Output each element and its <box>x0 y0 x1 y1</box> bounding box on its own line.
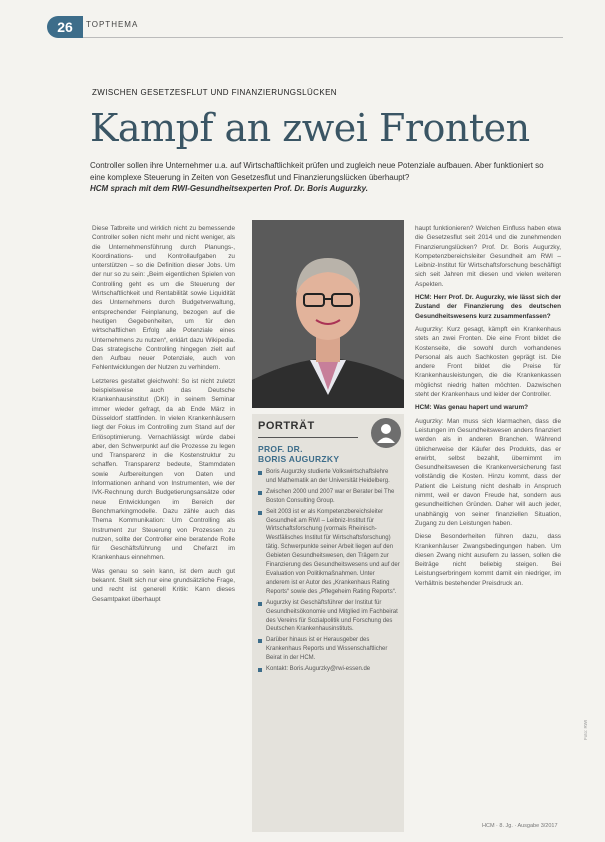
paragraph: Letzteres gestaltet gleichwohl: So ist nicht zuletzt beispielsweise auch das Deutsche Krankenhausinstitut (DKI) in seinem Seminar immer wieder gefragt, da ab Ende März in Düsseldorf stattfinden. In vielen Krankenhäusern liegt der Fokus im Controlling zum Stand auf der Erlösoptimierung. Vernachlässigt würde dabei aber, den Schwerpunkt auf die Prozesse zu legen und Transparenz in die Kostenstruktur zu schaffen. Transparenz bedeute, Stammdaten sowie Aufbereitungen von Daten und Informationen anhand von Instrumenten, wie der IVK-Rechnung durch Budgetierungsansätze oder neue Entwicklungen im Bereich der Benchmarkingmodelle. Dazu zähle auch das Thema Kommunikation: Um Controlling als Instrument zur Steuerung von Prozessen zu nutzen, sollte der Controller eine beratende Rolle für Geschäftsführung und Chefarzt im Krankenhaus einnehmen. <box>92 377 235 562</box>
lead-credit: HCM sprach mit dem RWI-Gesundheitsexperten Prof. Dr. Boris Augurzky. <box>90 184 368 193</box>
portrait-title: PORTRÄT <box>258 420 315 432</box>
article-kicker: ZWISCHEN GESETZESFLUT UND FINANZIERUNGSLÜCKEN <box>92 88 337 97</box>
portrait-name-line1: PROF. DR. <box>258 444 303 454</box>
person-icon <box>371 418 401 448</box>
list-item: Seit 2003 ist er als Kompetenzbereichsleiter Gesundheit am RWI – Leibniz-Institut für Wirtschaftsforschung (vormals Rheinisch-Westfälisches Institut für Wirtschaftsforschung) tätig. Schwerpunkte seiner Arbeit liegen auf den Gebieten Gesundheitswesen, den Trägern zur Finanzierung des Gesundheitswesens und auf der Evaluation von Politikmaßnahmen. Unter anderem ist er Autor des „Krankenhaus Rating Reports“ sowie des „Pflegeheim Rating Reports“. <box>258 508 400 597</box>
page-footer: HCM · 8. Jg. · Ausgabe 3/2017 <box>482 823 558 829</box>
page-number-badge: 26 <box>47 16 83 38</box>
portrait-photo <box>252 220 404 408</box>
interview-answer: Augurzky: Man muss sich klarmachen, dass die Leistungen im Gesundheitswesen anders finanziert werden als in anderen Branchen. Während üblicherweise der Käufer des Produkts, das er erwirbt, selbst bezahlt, übernimmt im Gesundheitswesen die Krankenversicherung fast vollständig die Kosten. Hinzu kommt, dass der Patient die Leistung nicht deshalb in Anspruch nimmt, weil er davon Freude hat, sondern aus gesundheitlichen Gründen. Daher will auch jeder, unabhängig von seiner finanziellen Situation, Zugang zu den Leistungen haben. <box>415 417 561 527</box>
interview-answer: Augurzky: Kurz gesagt, kämpft ein Krankenhaus stets an zwei Fronten. Die eine Front bildet die Kostenseite, die sowohl durch vorhandenes Personal als auch Sachkosten geprägt ist. Die andere Front bildet die Preise für Krankenhausleistungen, die die Krankenkassen möglichst niedrig halten möchten. Dazwischen steht der Krankenhaus und leider der Controller. <box>415 325 561 399</box>
photo-credit: Foto: RWI <box>583 719 588 740</box>
header-rule <box>83 37 563 38</box>
portrait-name-line2: BORIS AUGURZKY <box>258 454 340 464</box>
section-label: TOPTHEMA <box>86 20 139 29</box>
article-lead <box>90 160 560 195</box>
paragraph: Diese Tatbreite und wirklich nicht zu bemessende Controller sollen nicht mehr und nicht weniger, als die Unternehmensführung durch Planungs-, Koordinations- und Kontrollaufgaben zu unterstützen – so die Definition dieser Jobs. Um der nur so zu sein: „Beim eigentlichen Spielen von Controlling geht es um die Steuerung der Wirtschaftlichkeit und Rentabilität sowie Liquidität des Unternehmens durch Budgetverwaltung, entsprechender Feinplanung, bezogen auf die heutigen Gegebenheiten, um für den wirtschaftlichen Erfolg alle Potenziale eines Unternehmens zu nutzen“, erklärt dazu Wikipedia. Das strategische Controlling hingegen zielt auf den Aufbau neuer Potenziale, auch von Fehlentwicklungen der Nutzen zu verhindern. <box>92 225 235 372</box>
portrait-name <box>258 444 368 464</box>
article-headline: Kampf an zwei Fronten <box>90 106 530 150</box>
interview-answer: Diese Besonderheiten führen dazu, dass Krankenhäuser Zwangsbedingungen haben. Um diesen Zwang nicht ausufern zu lassen, sollen die Beiträge nicht beliebig steigen. Bei Leistungserbringern kommt damit ein niedriger, im Verhältnis bestehender Preisdruck an. <box>415 533 561 587</box>
list-item: Zwischen 2000 und 2007 war er Berater bei The Boston Consulting Group. <box>258 488 400 506</box>
article-column-right <box>415 224 561 592</box>
paragraph: Was genau so sein kann, ist dem auch gut bekannt. Stellt sich nur eine grundsätzliche Frage, und recht ist generell Kritik: Kann dieses Gesamtpaket überhaupt <box>92 567 235 603</box>
portrait-list <box>258 468 400 676</box>
list-item: Kontakt: Boris.Augurzky@rwi-essen.de <box>258 665 400 674</box>
list-item: Darüber hinaus ist er Herausgeber des Krankenhaus Reports und Wissenschaftlicher Beirat in der HCM. <box>258 636 400 663</box>
list-item: Augurzky ist Geschäftsführer der Institut für Gesundheitsökonomie und Mitglied im Fachbeirat des Vereins für Sozialpolitik und Forschung des Deutschen Krankenhausinstituts. <box>258 599 400 635</box>
list-item: Boris Augurzky studierte Volkswirtschaftslehre und Mathematik an der Universität Heidelberg. <box>258 468 400 486</box>
person-photo-icon <box>252 220 404 408</box>
portrait-rule <box>258 437 358 438</box>
interview-question: HCM: Was genau hapert und warum? <box>415 404 529 412</box>
article-column-left <box>92 224 235 608</box>
lead-text: Controller sollen ihre Unternehmer u.a. auf Wirtschaftlichkeit prüfen und zugleich neue Potenziale aufbauen. Aber funktioniert so eine komplexe Steuerung in Zeiten von Gesetzesflut und Finanzierungslücken überhaupt? <box>90 161 544 182</box>
paragraph: haupt funktionieren? Welchen Einfluss haben etwa die Gesetzesflut seit 2014 und die zunehmenden Finanzierungslücken? Prof. Dr. Boris Augurzky, Kompetenzbereichsleiter Gesundheit am RWI – Leibniz-Institut für Wirtschaftsforschung beschäftigt sich seit Jahren mit diesen und vielen weiteren Aspekten. <box>415 225 561 288</box>
interview-question: HCM: Herr Prof. Dr. Augurzky, wie lässt sich der Zustand der Finanzierung des deutschen Gesundheitswesens kurz zusammenfassen? <box>415 294 561 320</box>
